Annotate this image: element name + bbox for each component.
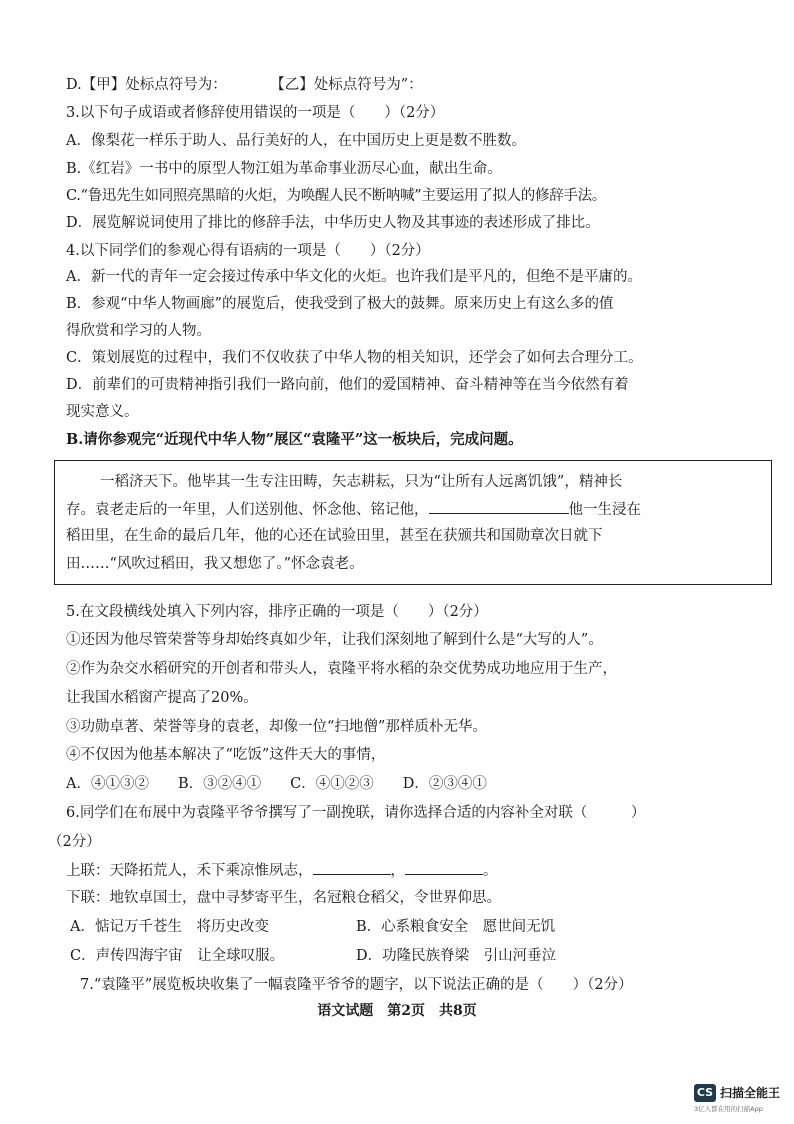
badge-app-name: 扫描全能王 [719, 1086, 780, 1100]
q6-stem: 6.同学们在布展中为袁隆平爷爷撰写了一副挽联，请你选择合适的内容补全对联（ ） [66, 805, 646, 821]
q6-lower-couplet: 下联：地钦卓国士，盘中寻梦寄平生，名冠粮仓稻父，令世界仰思。 [66, 890, 501, 906]
q4-option-a: A．新一代的青年一定会接过传承中华文化的火炬。也许我们是平凡的，但绝不是平庸的。 [66, 269, 642, 285]
passage-line-2-tail: 他一生浸在 [568, 502, 641, 518]
upper-couplet-text: 上联：天降拓荒人，禾下乘凉惟夙志， [66, 863, 313, 879]
page-footer: 语文试题 第2页 共8页 [317, 1003, 477, 1019]
q3-stem: 3.以下句子成语或者修辞使用错误的一项是（ ）（2分） [66, 105, 445, 121]
scanner-badge [694, 1082, 780, 1113]
q5-item-2: ②作为杂交水稻研究的开创者和带头人，袁隆平将水稻的杂交优势成功地应用于生产， [66, 661, 617, 677]
badge-tagline: 3亿人都在用的扫描App [693, 1104, 763, 1113]
q6-upper-couplet [66, 860, 754, 881]
upper-period: 。 [483, 863, 498, 879]
camscanner-logo-icon: CS [694, 1084, 716, 1102]
passage-line-4: 田……“风吹过稻田，我又想您了。”怀念袁老。 [66, 556, 364, 572]
q3-option-a: A．像梨花一样乐于助人、品行美好的人，在中国历史上更是数不胜数。 [66, 133, 526, 149]
passage-line-2-text: 存。袁老走后的一年里，人们送别他、怀念他、铭记他， [66, 502, 429, 518]
q6-option-c: C．声传四海宇宙 让全球叹服。 [70, 948, 285, 964]
q5-item-3: ③功勋卓著、荣誉等身的袁老，却像一位“扫地僧”那样质朴无华。 [66, 719, 487, 735]
q4-option-b: B．参观“中华人物画廊”的展览后，使我受到了极大的鼓舞。原来历史上有这么多的值 [66, 296, 614, 312]
q6-option-d: D．功隆民族脊梁 引山河垂泣 [356, 948, 557, 964]
upper-comma: ， [390, 863, 405, 879]
q2-option-d: D.【甲】处标点符号为： 【乙】处标点符号为”： [66, 77, 423, 93]
q4-option-c: C．策划展览的过程中，我们不仅收获了中华人物的相关知识，还学会了如何去合理分工。 [66, 350, 643, 366]
q6-option-a: A．惦记万千苍生 将历史改变 [70, 919, 269, 935]
q7-stem: 7.“袁隆平”展览板块收集了一幅袁隆平爷爷的题字，以下说法正确的是（ ）（2分） [80, 977, 633, 993]
q5-stem: 5.在文段横线处填入下列内容，排序正确的一项是（ ）（2分） [66, 604, 488, 620]
passage-line-2 [66, 499, 641, 520]
q4-option-d-cont: 现实意义。 [66, 404, 139, 420]
q4-option-b-cont: 得欣赏和学习的人物。 [66, 323, 211, 339]
q4-stem: 4.以下同学们的参观心得有语病的一项是（ ）（2分） [66, 243, 430, 259]
q5-item-2-cont: 让我国水稻窗产提高了20%。 [66, 690, 258, 706]
q6-score: （2分） [48, 834, 101, 850]
q5-item-4: ④不仅因为他基本解决了“吃饭”这件天大的事情， [66, 747, 386, 763]
section-b-heading: B.请你参观完“近现代中华人物”展区“袁隆平”这一板块后，完成问题。 [66, 431, 523, 448]
q3-option-b: B.《红岩》一书中的原型人物江姐为革命事业沥尽心血，献出生命。 [66, 161, 502, 177]
upper-blank-1 [313, 860, 391, 875]
q3-option-c: C.“鲁迅先生如同照亮黑暗的火炬，为唤醒人民不断呐喊”主要运用了拟人的修辞手法。 [66, 188, 607, 204]
passage-line-1: 一稻济天下。他毕其一生专注田畴，矢志耕耘，只为“让所有人远离饥饿”，精神长 [100, 474, 623, 490]
q3-option-d: D．展览解说词使用了排比的修辞手法，中华历史人物及其事迹的表述形成了排比。 [66, 215, 600, 231]
q4-option-d: D．前辈们的可贵精神指引我们一路向前，他们的爱国精神、奋斗精神等在当今依然有着 [66, 377, 629, 393]
passage-line-3: 稻田里，在生命的最后几年，他的心还在试验田里，甚至在获颁共和国勋章次日就下 [66, 528, 603, 544]
q6-option-b: B．心系粮食安全 愿世间无饥 [356, 919, 556, 935]
q5-item-1: ①还因为他尽管荣誉等身却始终真如少年，让我们深刻地了解到什么是“大写的人”。 [66, 632, 603, 648]
passage-blank [429, 499, 569, 514]
upper-blank-2 [405, 860, 483, 875]
q5-options: A．④①③② B．③②④① C．④①②③ D．②③④① [66, 776, 487, 792]
